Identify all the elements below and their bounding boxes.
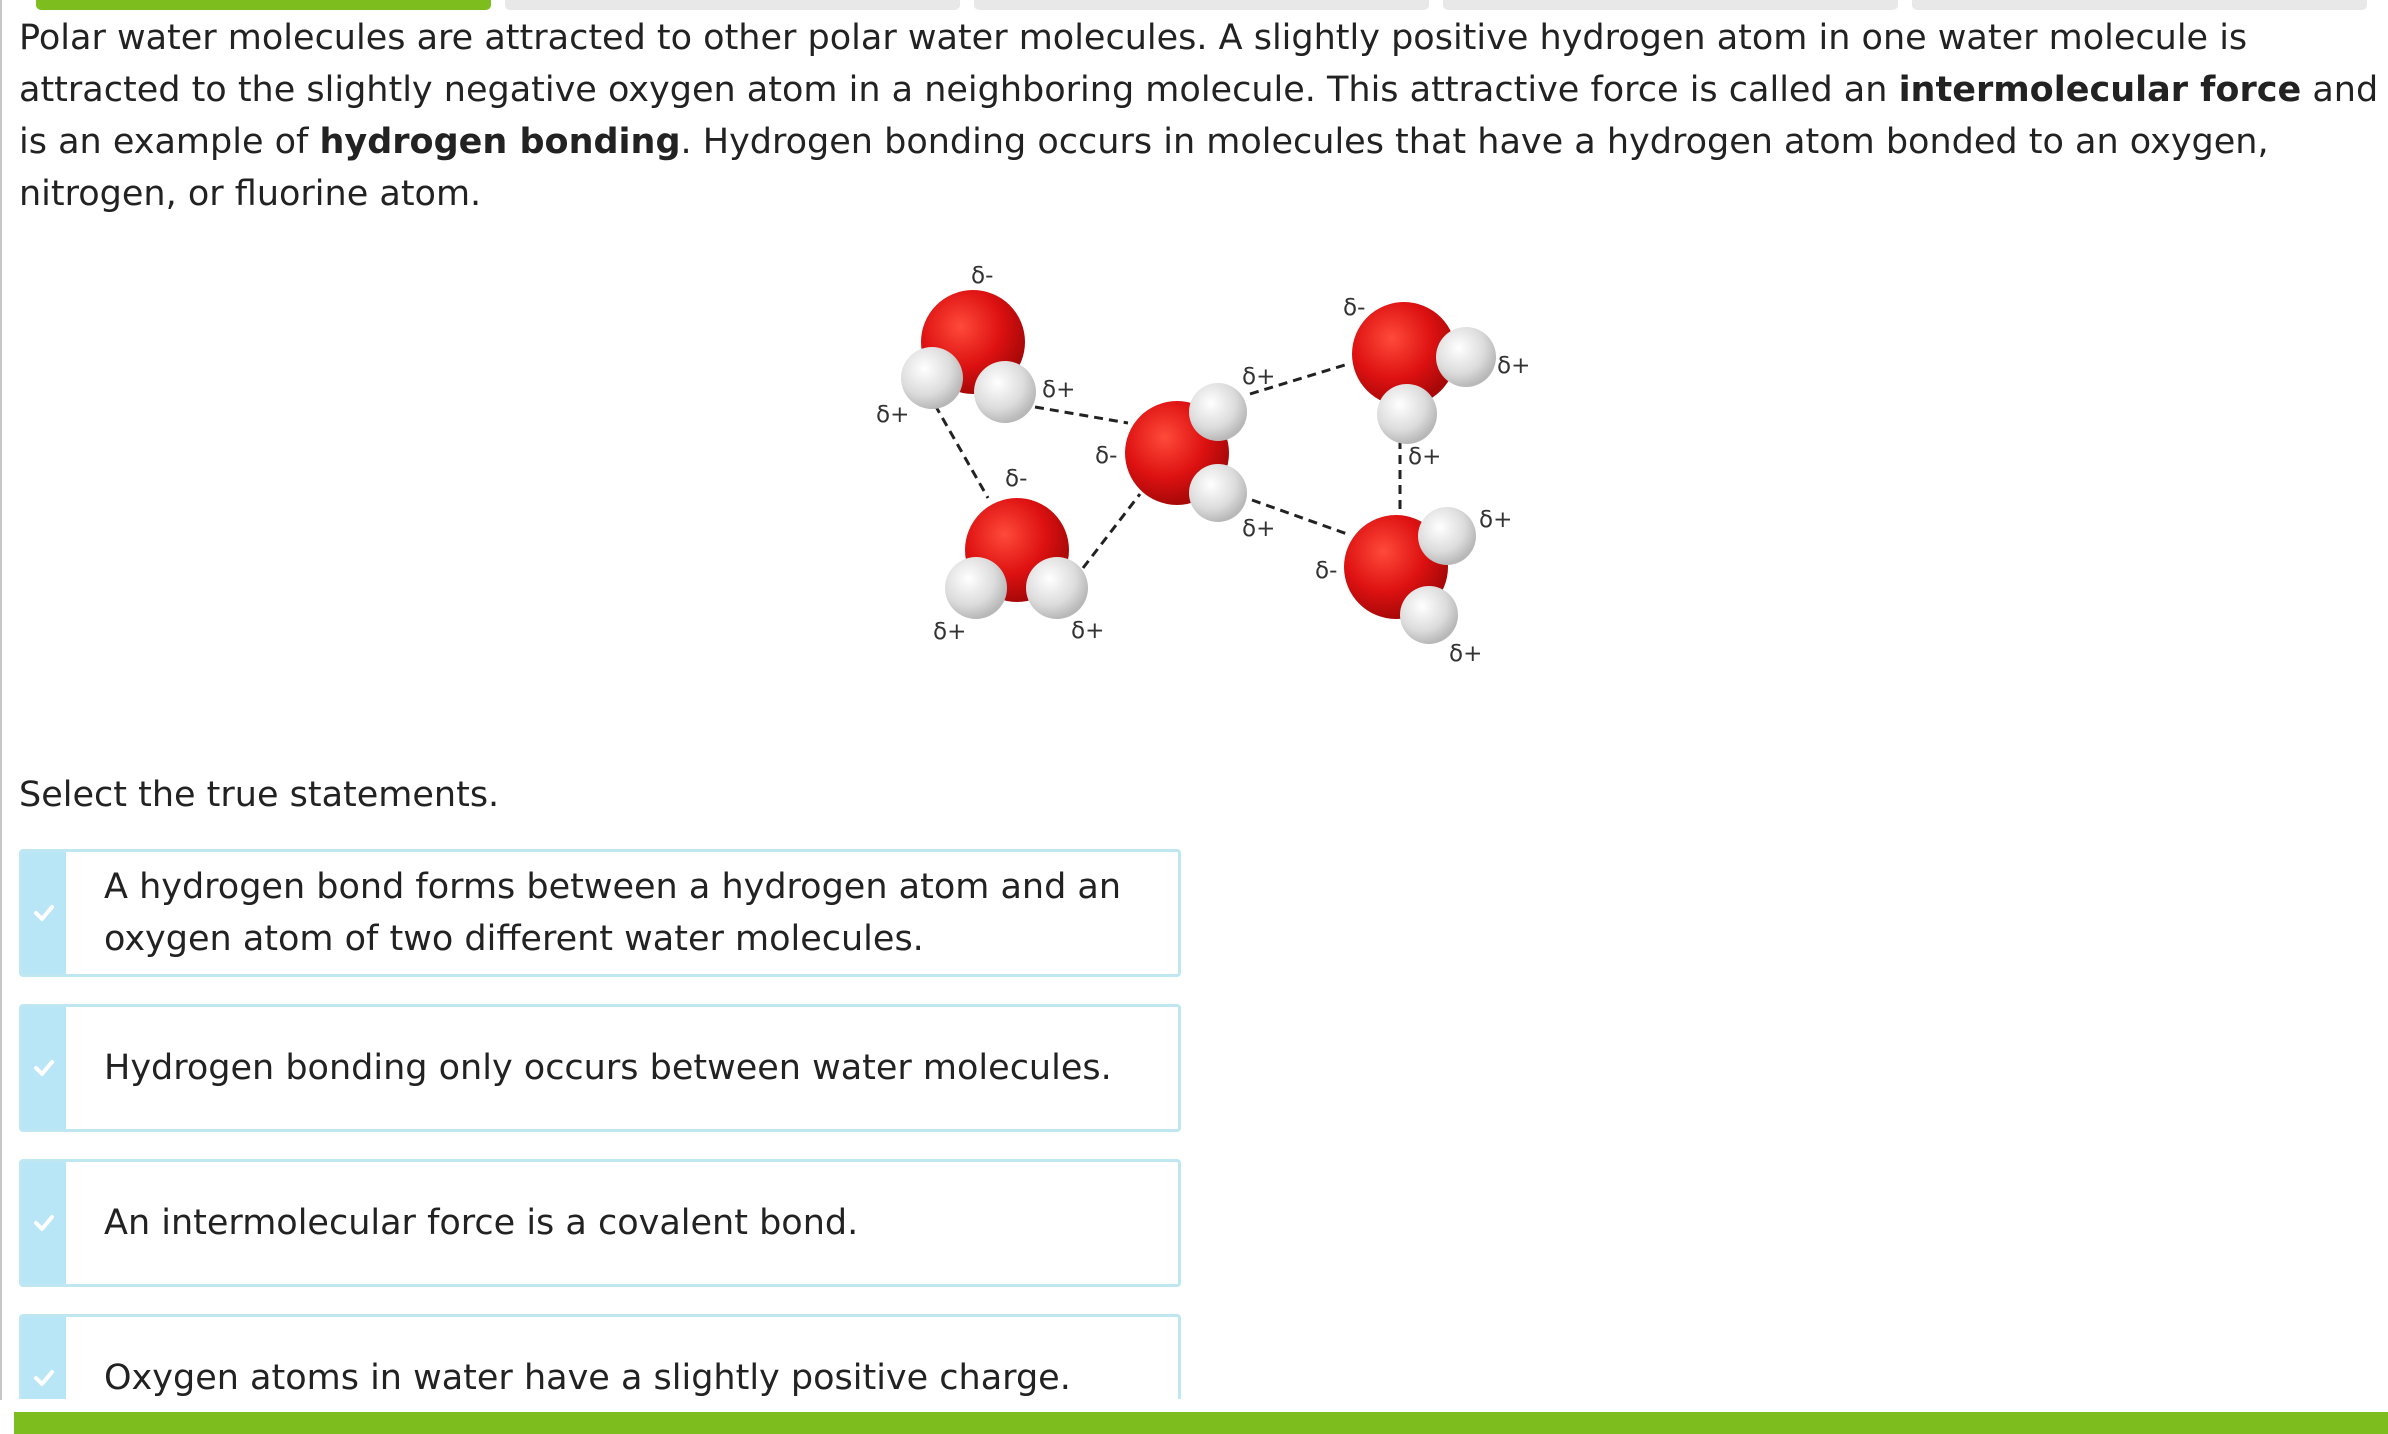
hydrogen-bond-1 (1035, 407, 1128, 423)
choice-checkbox[interactable] (22, 852, 66, 974)
answer-choice-2[interactable] (19, 1004, 1181, 1132)
intro-text-3: . Hydrogen bonding occurs in molecules that have a hydrogen atom bonded to an oxygen, nitrogen, or fluorine atom. (19, 122, 2269, 214)
partial-charge-label: δ+ (1071, 618, 1105, 644)
hydrogen-atom (1418, 507, 1476, 565)
hydrogen-atom (974, 361, 1036, 423)
water-molecule-a (901, 290, 1036, 423)
water-molecule-d (1352, 302, 1496, 444)
partial-charge-label: δ+ (1479, 507, 1513, 533)
choice-label: A hydrogen bond forms between a hydrogen atom and an oxygen atom of two different water molecules. (104, 867, 1122, 959)
hydrogen-atom (1400, 586, 1458, 644)
term-intermolecular-force: intermolecular force (1898, 70, 2302, 110)
hydrogen-atom (1436, 327, 1496, 387)
hydrogen-atom (1189, 464, 1247, 522)
partial-charge-label: δ+ (1497, 353, 1531, 379)
partial-charge-label: δ+ (1242, 516, 1276, 542)
choice-label: An intermolecular force is a covalent bond. (104, 1203, 859, 1243)
term-hydrogen-bonding: hydrogen bonding (319, 122, 681, 162)
answer-choice-3[interactable] (19, 1159, 1181, 1287)
hydrogen-atom (901, 347, 963, 409)
water-molecule-c (1125, 383, 1247, 522)
answer-choice-1[interactable] (19, 849, 1181, 977)
partial-charge-label: δ- (1315, 558, 1338, 584)
water-molecule-e (1344, 507, 1476, 644)
water-molecule-b (945, 498, 1088, 619)
partial-charge-label: δ- (1095, 443, 1118, 469)
check-icon (32, 1366, 56, 1390)
partial-charge-label: δ- (971, 263, 994, 289)
partial-charge-label: δ+ (1408, 444, 1442, 470)
answer-choices (19, 849, 1181, 1399)
hydrogen-atom (1026, 557, 1088, 619)
partial-charge-label: δ+ (1449, 641, 1483, 667)
choice-checkbox[interactable] (22, 1007, 66, 1129)
question-prompt: Select the true statements. (19, 775, 500, 815)
partial-charge-label: δ+ (876, 402, 910, 428)
hydrogen-bond-2 (935, 405, 988, 498)
hydrogen-atom (1189, 383, 1247, 441)
hydrogen-bond-3 (1083, 494, 1140, 568)
hydrogen-atom (945, 557, 1007, 619)
bottom-progress-bar (14, 1412, 2388, 1434)
check-icon (32, 1211, 56, 1235)
check-icon (32, 1056, 56, 1080)
partial-charge-label: δ- (1343, 295, 1366, 321)
choice-label: Hydrogen bonding only occurs between water molecules. (104, 1048, 1112, 1088)
choice-checkbox[interactable] (22, 1317, 66, 1399)
choice-label: Oxygen atoms in water have a slightly positive charge. (104, 1358, 1071, 1398)
hydrogen-atom (1377, 384, 1437, 444)
check-icon (32, 901, 56, 925)
partial-charge-label: δ+ (1042, 377, 1076, 403)
intro-text-1: Polar water molecules are attracted to other polar water molecules. A slightly positive hydrogen atom in one water molecule is attracted to the slightly negative oxygen atom in a neighboring molecule. This attractive force is called an (19, 18, 2248, 110)
partial-charge-label: δ+ (933, 619, 967, 645)
intro-text-2: and is an example of (19, 70, 2379, 162)
choice-checkbox[interactable] (22, 1162, 66, 1284)
answer-choice-4[interactable] (19, 1314, 1181, 1399)
partial-charge-label: δ+ (1242, 364, 1276, 390)
partial-charge-label: δ- (1005, 466, 1028, 492)
